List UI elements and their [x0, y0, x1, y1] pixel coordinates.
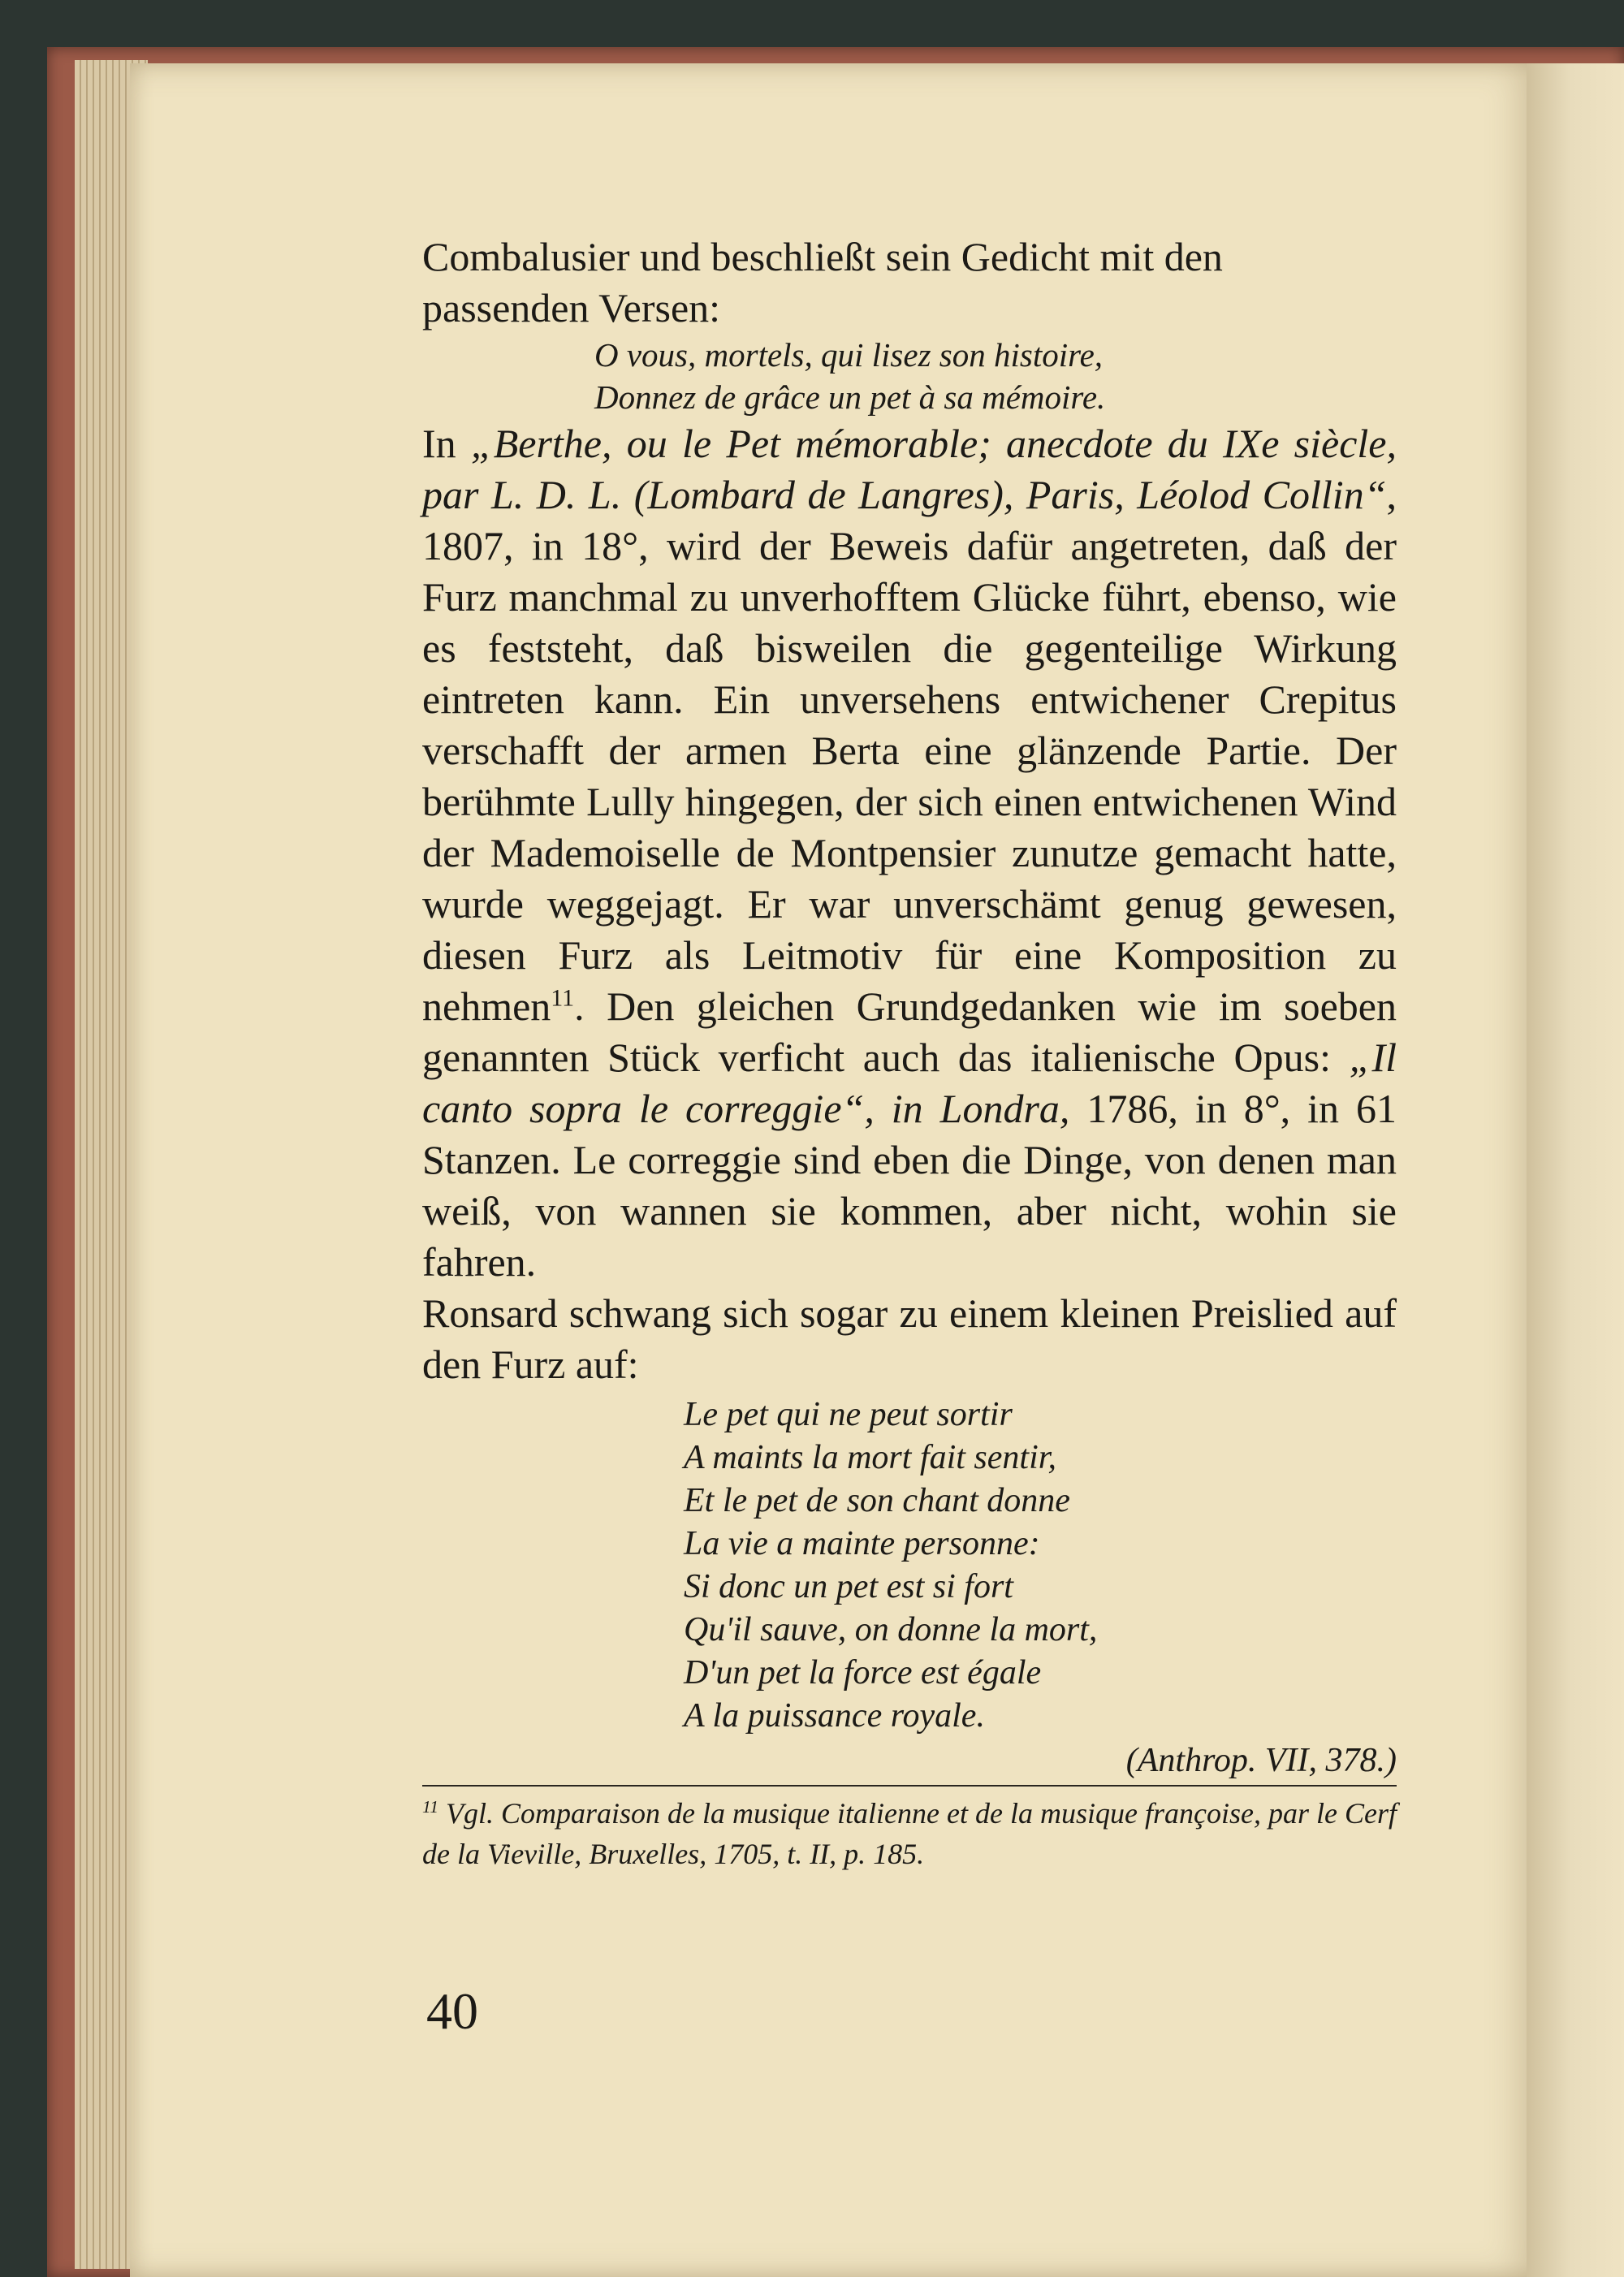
verse-quote-2 — [684, 1393, 1397, 1738]
verse-line: A maints la mort fait sentir, — [684, 1439, 1056, 1476]
footnote-text: Vgl. Comparaison de la musique italienne et de la musique françoise, par le Cerf de la Vieville, Bruxelles, 1705, t. II, p. 185. — [422, 1797, 1397, 1870]
verse-line: Donnez de grâce un pet à sa mémoire. — [594, 378, 1106, 416]
verse-line: Qu'il sauve, on donne la mort, — [684, 1611, 1098, 1648]
page-gutter — [1527, 63, 1624, 2277]
verse-quote-1 — [594, 334, 1397, 418]
book-title-canto: „Il canto sopra le correggie“, in Londra, — [422, 1035, 1397, 1131]
footnote — [422, 1793, 1397, 1874]
verse-line: Et le pet de son chant donne — [684, 1482, 1070, 1519]
book-title-berthe: „Berthe, ou le Pet mémorable; anecdote du IXe siècle, par L. D. L. (Lombard de Langres), Paris, Léolod Collin“ — [422, 421, 1397, 517]
paragraph-2-body-2: . Den gleichen Grundgedanken wie im soeben genannten Stück verficht auch das italienische Opus: — [422, 983, 1397, 1080]
paragraph-1 — [422, 231, 1397, 334]
verse-line: La vie a mainte personne: — [684, 1525, 1040, 1562]
footnote-divider — [422, 1785, 1397, 1787]
paragraph-2-body-1: , 1807, in 18°, wird der Beweis dafür angetreten, daß der Furz manchmal zu unverhofftem Glücke führt, ebenso, wie es feststeht, daß bisweilen die gegenteilige Wirkung eintreten kann. Ein unversehens entwichener Crepitus verschafft der armen Berta eine glänzende Partie. Der berühmte Lully hingegen, der sich einen entwichenen Wind der Mademoiselle de Montpensier zunutze gemacht hatte, wurde weggejagt. Er war unverschämt genug gewesen, diesen Furz als Leitmotiv für eine Komposition zu nehmen — [422, 472, 1397, 1029]
verse-citation: (Anthrop. VII, 378.) — [1125, 1742, 1397, 1779]
verse-line: O vous, mortels, qui lisez son histoire, — [594, 336, 1104, 374]
paragraph-1-line-1: Combalusier und beschließt sein Gedicht mit den — [422, 234, 1223, 279]
paragraph-1-line-2: passenden Versen: — [422, 285, 721, 331]
footnote-number: 11 — [422, 1797, 438, 1817]
paragraph-2-body-3: 1786, in 8°, in 61 Stanzen. Le correggie sind eben die Dinge, von denen man weiß, von wannen sie kommen, aber nicht, wohin sie fahren. — [422, 1086, 1397, 1285]
verse-line: Si donc un pet est si fort — [684, 1568, 1013, 1605]
page-number: 40 — [426, 1982, 478, 2040]
footnote-reference: 11 — [551, 984, 575, 1012]
paragraph-3: Ronsard schwang sich sogar zu einem kleinen Preislied auf den Furz auf: — [422, 1290, 1397, 1387]
page-text — [422, 231, 1397, 1874]
verse-line: D'un pet la force est égale — [684, 1654, 1042, 1692]
paragraph-2 — [422, 418, 1397, 1288]
paragraph-2-prefix: In — [422, 421, 471, 466]
verse-line: Le pet qui ne peut sortir — [684, 1396, 1013, 1433]
verse-line: A la puissance royale. — [684, 1697, 985, 1735]
